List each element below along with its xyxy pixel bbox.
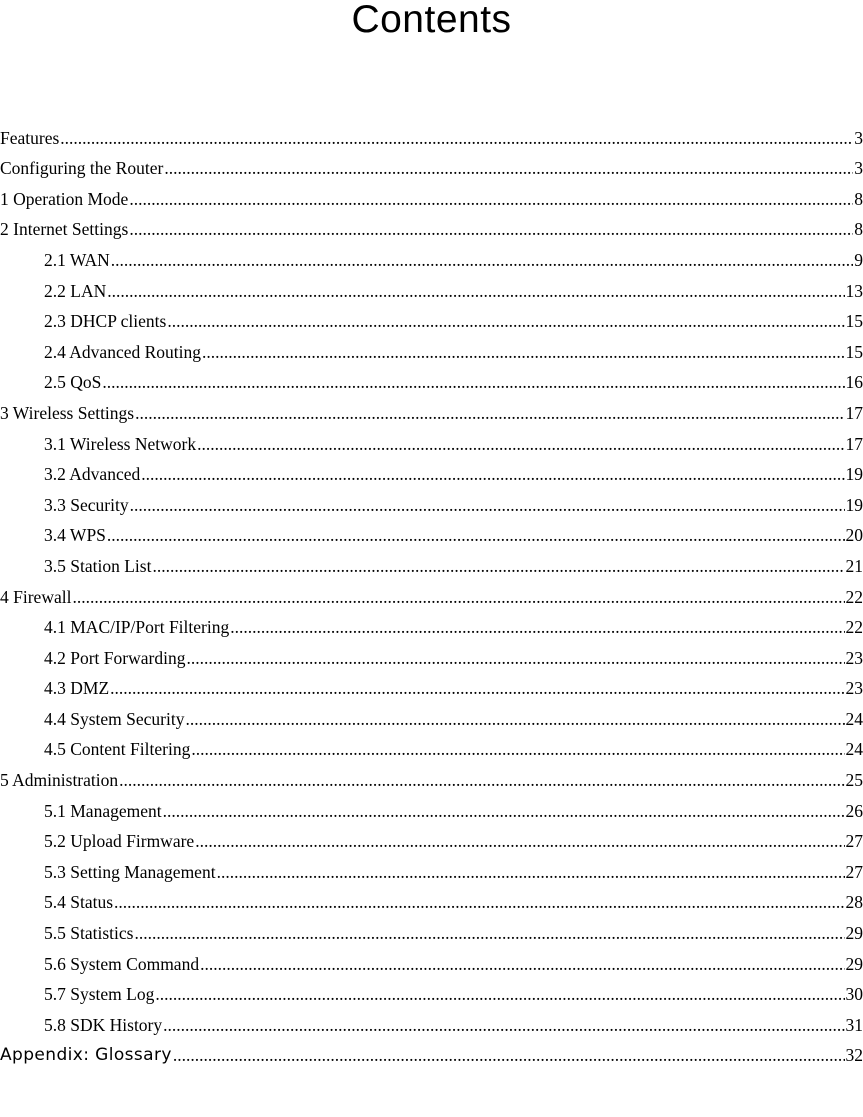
toc-entry[interactable]	[0, 424, 863, 455]
toc-dot-leader	[102, 371, 844, 393]
toc-entry-label: 2.4 Advanced Routing	[44, 341, 201, 362]
toc-entry[interactable]	[0, 516, 863, 547]
toc-dot-leader	[107, 524, 845, 546]
toc-entry-page-number: 19	[845, 464, 863, 485]
toc-entry[interactable]	[0, 332, 863, 363]
toc-dot-leader	[167, 310, 844, 332]
toc-entry-page-number: 23	[845, 678, 863, 699]
toc-dot-leader	[134, 922, 844, 944]
toc-dot-leader	[163, 800, 845, 822]
toc-entry-page-number: 30	[845, 984, 863, 1005]
toc-dot-leader	[155, 983, 844, 1005]
toc-entry-page-number: 21	[845, 555, 863, 576]
toc-entry-label: 4.5 Content Filtering	[44, 739, 191, 760]
toc-entry-page-number: 13	[845, 280, 863, 301]
toc-entry-label: 4.1 MAC/IP/Port Filtering	[44, 617, 230, 638]
toc-entry-page-number: 32	[845, 1045, 863, 1066]
toc-entry[interactable]	[0, 363, 863, 394]
toc-entry-page-number: 16	[845, 372, 863, 393]
toc-dot-leader	[186, 647, 844, 669]
page-title: Contents	[351, 0, 512, 41]
toc-dot-leader	[195, 830, 844, 852]
toc-entry[interactable]	[0, 393, 863, 424]
toc-dot-leader	[129, 218, 853, 240]
toc-entry-page-number: 27	[845, 861, 863, 882]
toc-entry-label: 3.3 Security	[44, 494, 129, 515]
toc-dot-leader	[111, 249, 853, 271]
toc-entry[interactable]	[0, 149, 863, 180]
toc-entry-label: 2.3 DHCP clients	[44, 311, 167, 332]
toc-entry-page-number: 31	[845, 1014, 863, 1035]
toc-entry[interactable]	[0, 791, 863, 822]
toc-entry-page-number: 27	[845, 831, 863, 852]
toc-dot-leader	[197, 433, 844, 455]
toc-dot-leader	[72, 586, 844, 608]
toc-dot-leader	[114, 891, 844, 913]
toc-entry-page-number: 29	[845, 923, 863, 944]
toc-entry-label: Appendix: Glossary	[0, 1045, 172, 1066]
toc-dot-leader	[110, 677, 844, 699]
toc-entry[interactable]	[0, 485, 863, 516]
table-of-contents	[0, 118, 863, 1066]
toc-entry-page-number: 9	[854, 249, 863, 270]
toc-dot-leader	[230, 616, 844, 638]
toc-entry-label: 5.8 SDK History	[44, 1014, 163, 1035]
toc-dot-leader	[60, 127, 853, 149]
toc-entry-page-number: 23	[845, 647, 863, 668]
toc-entry[interactable]	[0, 699, 863, 730]
toc-dot-leader	[202, 341, 845, 363]
toc-entry-label: 5.4 Status	[44, 892, 114, 913]
toc-entry-label: 4.4 System Security	[44, 708, 185, 729]
toc-entry-label: 2.5 QoS	[44, 372, 102, 393]
toc-entry[interactable]	[0, 608, 863, 639]
toc-entry-page-number: 26	[845, 800, 863, 821]
toc-dot-leader	[173, 1044, 845, 1066]
toc-entry-page-number: 20	[845, 525, 863, 546]
toc-entry-label: 5.3 Setting Management	[44, 861, 216, 882]
toc-entry-label: 3.1 Wireless Network	[44, 433, 197, 454]
toc-entry-page-number: 24	[845, 739, 863, 760]
toc-entry[interactable]	[0, 118, 863, 149]
toc-entry-label: 5.5 Statistics	[44, 923, 134, 944]
toc-entry[interactable]	[0, 944, 863, 975]
toc-entry[interactable]	[0, 852, 863, 883]
toc-entry-label: 4 Firewall	[0, 586, 72, 607]
toc-entry-page-number: 19	[845, 494, 863, 515]
toc-entry-page-number: 22	[845, 617, 863, 638]
toc-entry-label: 3.5 Station List	[44, 555, 152, 576]
toc-entry-page-number: 8	[854, 188, 863, 209]
toc-entry[interactable]	[0, 179, 863, 210]
toc-entry[interactable]	[0, 975, 863, 1006]
toc-entry-page-number: 17	[845, 433, 863, 454]
toc-entry-page-number: 28	[845, 892, 863, 913]
toc-dot-leader	[164, 157, 853, 179]
toc-entry[interactable]	[0, 546, 863, 577]
toc-entry-label: 2 Internet Settings	[0, 219, 129, 240]
toc-entry-label: 1 Operation Mode	[0, 188, 129, 209]
toc-dot-leader	[107, 280, 844, 302]
toc-entry[interactable]	[0, 1036, 863, 1067]
toc-entry[interactable]	[0, 1005, 863, 1036]
toc-entry[interactable]	[0, 883, 863, 914]
toc-dot-leader	[119, 769, 844, 791]
toc-entry-label: 2.2 LAN	[44, 280, 107, 301]
toc-entry[interactable]	[0, 669, 863, 700]
toc-entry-page-number: 29	[845, 953, 863, 974]
toc-entry-label: 3.4 WPS	[44, 525, 106, 546]
toc-entry-label: 5 Administration	[0, 770, 119, 791]
toc-dot-leader	[135, 402, 844, 424]
toc-dot-leader	[152, 555, 844, 577]
toc-entry[interactable]	[0, 577, 863, 608]
toc-entry-page-number: 17	[845, 402, 863, 423]
toc-entry[interactable]	[0, 730, 863, 761]
toc-entry[interactable]	[0, 638, 863, 669]
toc-entry-label: 2.1 WAN	[44, 249, 110, 270]
toc-entry[interactable]	[0, 913, 863, 944]
toc-entry-page-number: 25	[845, 770, 863, 791]
toc-dot-leader	[163, 1014, 844, 1036]
toc-entry-label: 3.2 Advanced	[44, 464, 141, 485]
toc-entry-page-number: 3	[854, 158, 863, 179]
toc-entry-label: 5.6 System Command	[44, 953, 200, 974]
toc-entry[interactable]	[0, 271, 863, 302]
toc-entry-label: 5.1 Management	[44, 800, 162, 821]
toc-entry-label: Configuring the Router	[0, 158, 164, 179]
toc-entry[interactable]	[0, 210, 863, 241]
toc-entry-label: 4.2 Port Forwarding	[44, 647, 186, 668]
toc-entry-page-number: 3	[854, 127, 863, 148]
toc-entry-page-number: 22	[845, 586, 863, 607]
toc-entry-label: 5.2 Upload Firmware	[44, 831, 195, 852]
toc-entry-label: 3 Wireless Settings	[0, 402, 135, 423]
toc-entry[interactable]	[0, 240, 863, 271]
toc-dot-leader	[130, 494, 845, 516]
toc-entry-label: 4.3 DMZ	[44, 678, 110, 699]
toc-entry-page-number: 8	[854, 219, 863, 240]
toc-entry[interactable]	[0, 302, 863, 333]
toc-entry[interactable]	[0, 455, 863, 486]
toc-dot-leader	[185, 708, 844, 730]
toc-entry[interactable]	[0, 760, 863, 791]
toc-entry-page-number: 15	[845, 311, 863, 332]
toc-entry[interactable]	[0, 822, 863, 853]
toc-entry-page-number: 24	[845, 708, 863, 729]
toc-dot-leader	[217, 861, 845, 883]
toc-entry-label: Features	[0, 127, 60, 148]
toc-dot-leader	[141, 463, 844, 485]
toc-entry-page-number: 15	[845, 341, 863, 362]
toc-dot-leader	[200, 953, 844, 975]
toc-dot-leader	[191, 738, 844, 760]
toc-entry-label: 5.7 System Log	[44, 984, 155, 1005]
toc-dot-leader	[129, 188, 853, 210]
